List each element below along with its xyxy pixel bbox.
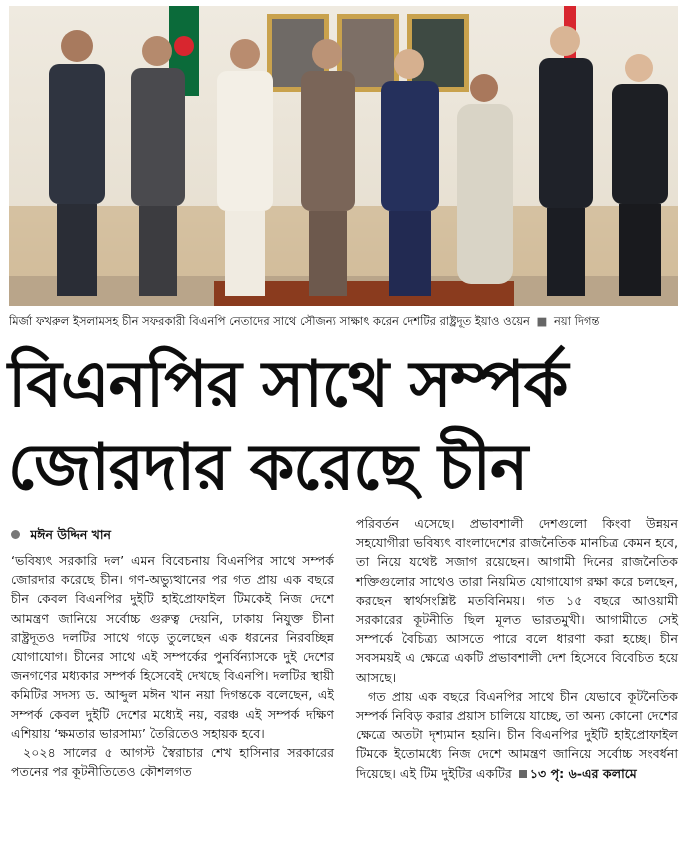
author-name: মঈন উদ্দিন খান bbox=[30, 527, 111, 542]
paragraph: পরিবর্তন এসেছে। প্রভাবশালী দেশগুলো কিংবা উন্নয়ন সহযোগীরা ভবিষ্যৎ বাংলাদেশের রাজনৈতিক মানচিত্র কেমন হবে, তা নিয়ে যথেষ্ট সজাগ রয়েছেন। আগামী দিনের রাজনৈতিক শক্তিগুলোর সাথেও তারা নিয়মিত যোগাযোগ রক্ষা করে চলছেন, করছেন স্বার্থসংশ্লিষ্ট মতবিনিময়। গত ১৫ বছরে আওয়ামী সরকারের কূটনীতি ছিল মূলত ভারতমুখী। আগামীতে সেই সম্পর্কে বৈচিত্র্য আসতে পারে বলে ধারণা করা হচ্ছে। চীন সবসময়ই এ ক্ষেত্রে একটি প্রভাবশালী দেশ হিসেবে বিবেচিত হয়ে আসছে। bbox=[356, 516, 678, 685]
paragraph-text: গত প্রায় এক বছরে বিএনপির সাথে চীন যেভাবে কূটনৈতিক সম্পর্ক নিবিড় করার প্রয়াস চালিয়ে যাচ্ছে, তা অন্য কোনো দেশের ক্ষেত্রে অতটা দৃশ্যমান হয়নি। চীন বিএনপির দুইটি হাইপ্রোফাইল টিমকে ইতোমধ্যে নিজ দেশে আমন্ত্রণ জানিয়ে সর্বোচ্চ সংবর্ধনা দিয়েছে। এই টিম দুইটির একটির bbox=[356, 688, 678, 781]
continued-on-link[interactable]: ১৩ পৃ: ৬-এর কলামে bbox=[529, 765, 637, 781]
headline-line-2: জোরদার করেছে চীন bbox=[8, 431, 528, 505]
group-photo-illustration bbox=[9, 6, 678, 306]
photo-credit: নয়া দিগন্ত bbox=[554, 314, 600, 328]
news-photo bbox=[9, 6, 678, 306]
article-column-1 bbox=[11, 551, 334, 781]
article-column-2 bbox=[356, 514, 678, 783]
caption-separator-icon: ■ bbox=[536, 314, 548, 328]
paragraph bbox=[356, 687, 678, 783]
jump-square-icon bbox=[519, 770, 527, 778]
byline bbox=[11, 527, 111, 547]
paragraph: ২০২৪ সালের ৫ আগস্ট স্বৈরাচার শেখ হাসিনার সরকারের পতনের পর কূটনীতিতেও কৌশলগত bbox=[11, 745, 334, 780]
photo-caption bbox=[9, 313, 681, 329]
bullet-icon bbox=[11, 530, 20, 539]
caption-text: মির্জা ফখরুল ইসলামসহ চীন সফরকারী বিএনপি নেতাদের সাথে সৌজন্য সাক্ষাৎ করেন দেশটির রাষ্ট্রদূত ইয়াও ওয়েন bbox=[9, 314, 530, 328]
headline-line-1: বিএনপির সাথে সম্পর্ক bbox=[8, 348, 568, 422]
paragraph: ‘ভবিষ্যৎ সরকারি দল’ এমন বিবেচনায় বিএনপির সাথে সম্পর্ক জোরদার করেছে চীন। গণ-অভ্যুত্থানের পর গত প্রায় এক বছরে চীন কেবল বিএনপির দুইটি হাইপ্রোফাইল টিমকেই নিজ দেশে আমন্ত্রণ জানিয়ে সর্বোচ্চ গুরুত্ব দেয়নি, ঢাকায় নিযুক্ত চীনা রাষ্ট্রদূতও দলটির সাথে গড়ে তুলেছেন এক ধরনের নিরবচ্ছিন্ন যোগাযোগ। চীনের সাথে এই সম্পর্কের পুনর্বিন্যাসকে দুই দেশের জনগণের মধ্যকার সম্পর্ক হিসেবেই দেখছে বিএনপি। দলটির স্থায়ী কমিটির সদস্য ড. আব্দুল মঈন খান নয়া দিগন্তকে বলেছেন, এই সম্পর্ক কেবল দুইটি দেশের মধ্যেই নয়, বরঞ্চ এই সম্পর্ক দক্ষিণ এশিয়ায় ‘ক্ষমতার ভারসাম্য’ তৈরিতেও সহায়ক হবে। bbox=[11, 553, 334, 741]
